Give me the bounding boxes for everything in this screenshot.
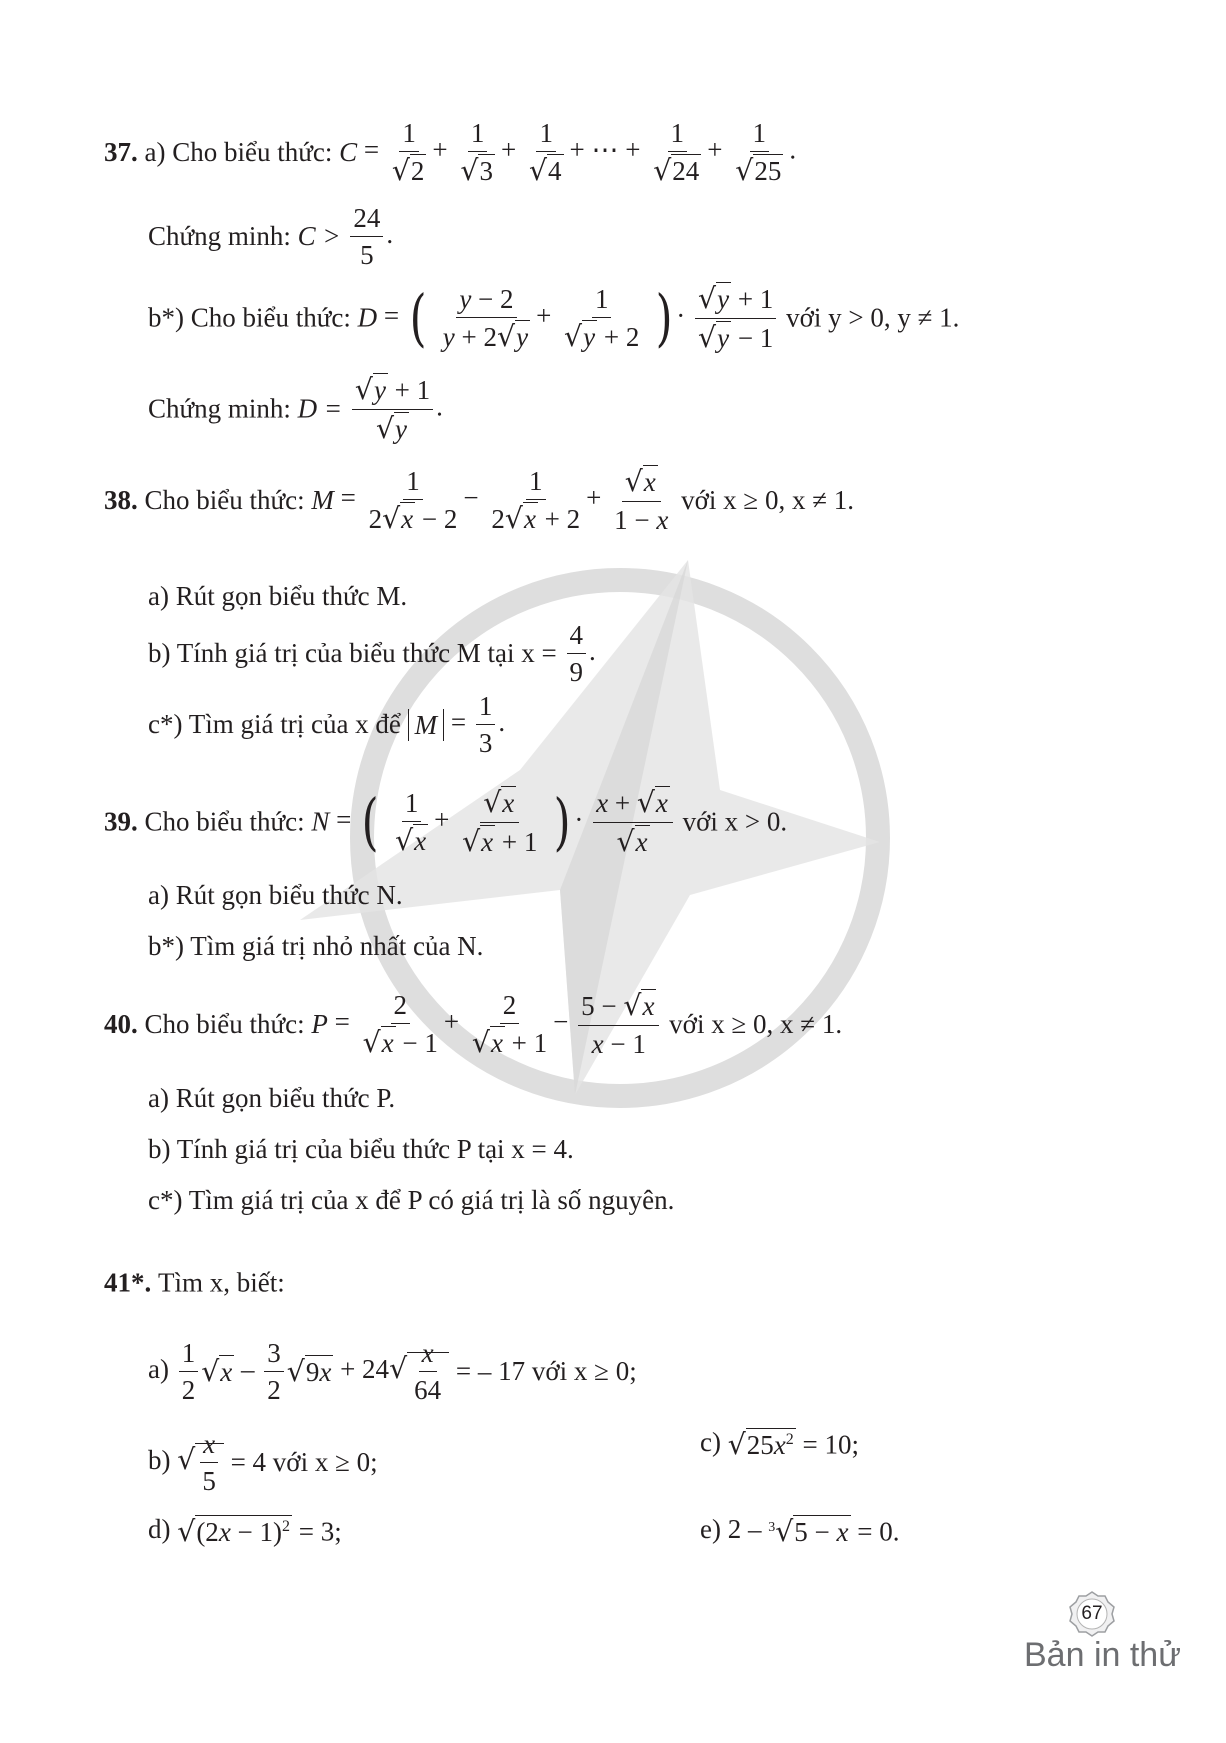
fraction: $\frac{5 - √x}{x - 1}$ xyxy=(578,990,659,1059)
page-number: 67 xyxy=(1081,1603,1103,1624)
p39-b: b*) Tìm giá trị nhỏ nhất của N. xyxy=(148,931,484,961)
draft-label: Bản in thử xyxy=(1024,1636,1181,1674)
fraction: $\frac{24}{5}$ xyxy=(350,203,383,270)
p41-statement: 41*. Tìm x, biết: xyxy=(104,1267,285,1298)
fraction: $\frac{1}{2√x - 2}$ xyxy=(368,466,458,536)
fraction: $\frac{1}{3}$ xyxy=(476,691,496,758)
p40-statement: 40. Cho biểu thức: P = $\frac{2}{√x - 1}$ + $\frac{2}{√x + 1}$ − $\frac{5 - √x}{x - 1}$ với x ≥ 0, x ≠ 1. xyxy=(104,989,843,1060)
p37-line-a: 37. a) Cho biểu thức: C = $\frac{1}{√2}$ + $\frac{1}{√3}$ + $\frac{1}{√4}$ + ⋯ + $\frac{1}{√24}$ + $\frac{1}{√25}$ . xyxy=(104,118,797,188)
fraction: $\frac{1}{2}$ xyxy=(179,1338,199,1405)
fraction: $\frac{1}{√3}$ xyxy=(460,118,493,188)
fraction: $\frac{x}{64}$ xyxy=(414,1338,442,1406)
p38-a: a) Rút gọn biểu thức M. xyxy=(148,581,408,611)
fraction: $\frac{1}{√y + 2}$ xyxy=(564,283,640,353)
problem-number: 37. xyxy=(104,136,138,167)
fraction: $\frac{1}{√x}$ xyxy=(395,787,427,857)
fraction: $\frac{√y + 1}{√y - 1}$ xyxy=(695,283,776,353)
fraction: $\frac{x + √x}{√x}$ xyxy=(593,787,673,857)
p41-e: e) 2 – $^3$√5 − x = 0. xyxy=(700,1514,900,1548)
p40-b: b) Tính giá trị của biểu thức P tại x = 4. xyxy=(148,1134,574,1164)
p39-a: a) Rút gọn biểu thức N. xyxy=(148,880,403,910)
problem-number: 41*. xyxy=(104,1267,152,1298)
fraction: $\frac{1}{2√x + 2}$ xyxy=(491,466,581,536)
p37-line-b: b*) Cho biểu thức: D = ( $\frac{y - 2}{y + 2√y}$ + $\frac{1}{√y + 2}$ ) · $\frac{√y + 1}{√y - 1}$ với y > 0, y ≠ 1. xyxy=(148,281,960,355)
p41-b: b) √ $\frac{x}{5}$ = 4 với x ≥ 0; xyxy=(148,1429,378,1497)
p37-prove-d: Chứng minh: D = $\frac{√y + 1}{√y}$ . xyxy=(148,373,443,445)
problem-number: 39. xyxy=(104,806,138,837)
fraction: $\frac{4}{9}$ xyxy=(567,620,587,687)
fraction: $\frac{√x}{√x + 1}$ xyxy=(462,786,538,858)
p40-c: c*) Tìm giá trị của x để P có giá trị là số nguyên. xyxy=(148,1185,675,1215)
fraction: $\frac{3}{2}$ xyxy=(264,1338,284,1405)
p39-statement: 39. Cho biểu thức: N = ( $\frac{1}{√x}$ + $\frac{√x}{√x + 1}$ ) · $\frac{x + √x}{√x}$ với x > 0. xyxy=(104,785,788,859)
p37-prove-c: Chứng minh: C > $\frac{24}{5}$ . xyxy=(148,203,394,271)
p40-a: a) Rút gọn biểu thức P. xyxy=(148,1083,396,1113)
p41-c: c) $√25x^2 = 10$; xyxy=(700,1427,860,1461)
fraction: $\frac{1}{√4}$ xyxy=(528,118,562,188)
p41-a: a) $\frac{1}{2}$ √x – $\frac{3}{2}$ √9x + 24√ $\frac{x}{64}$ = – 17 với x ≥ 0; xyxy=(148,1338,637,1406)
fraction: $\frac{2}{√x - 1}$ xyxy=(362,990,438,1060)
p38-b: b) Tính giá trị của biểu thức M tại x = $\frac{4}{9}$ . xyxy=(148,620,596,688)
p38-statement: 38. Cho biểu thức: M = $\frac{1}{2√x - 2}$ − $\frac{1}{2√x + 2}$ + $\frac{√x}{1 - x}$ với x ≥ 0, x ≠ 1. xyxy=(104,465,855,536)
fraction: $\frac{√x}{1 - x}$ xyxy=(614,465,669,535)
p38-c: c*) Tìm giá trị của x để M = $\frac{1}{3}$ . xyxy=(148,691,506,759)
fraction: $\frac{2}{√x + 1}$ xyxy=(471,990,548,1060)
fraction: $\frac{1}{√25}$ xyxy=(735,118,782,188)
fraction: $\frac{√y + 1}{√y}$ xyxy=(352,374,433,444)
p41-d: d) $√(2x - 1)^2 = 3$; xyxy=(148,1514,342,1548)
fraction: $\frac{1}{√24}$ xyxy=(653,118,700,188)
fraction: $\frac{1}{√2}$ xyxy=(391,118,425,188)
fraction: $\frac{y - 2}{y + 2√y}$ xyxy=(442,283,529,353)
fraction: $\frac{x}{5}$ xyxy=(199,1429,219,1496)
problem-number: 40. xyxy=(104,1008,138,1039)
p37-a-intro: a) Cho biểu thức: xyxy=(144,136,333,167)
problem-number: 38. xyxy=(104,484,138,515)
